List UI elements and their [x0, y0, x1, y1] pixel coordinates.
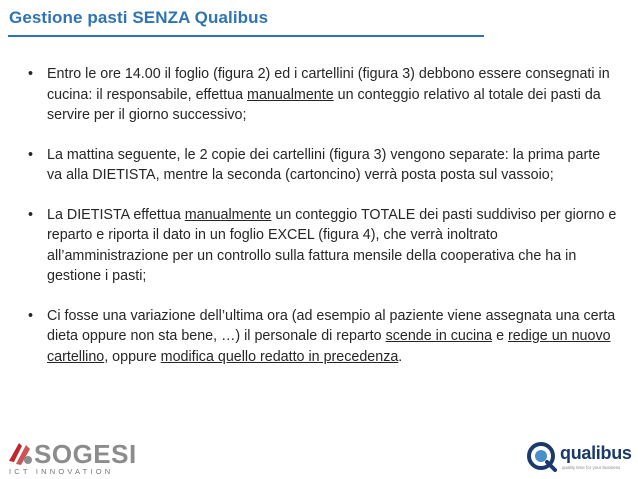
underlined-text: redige un nuovo cartellino [47, 328, 611, 365]
title-underline [8, 35, 484, 37]
bullet-text: Ci fosse una variazione dell’ultima ora (ad esempio al paziente viene assegnata una certa dieta oppure non sta bene, …) il personale di reparto [47, 307, 616, 344]
qualibus-logo [527, 440, 633, 476]
bullet-text: un conteggio TOTALE dei pasti suddiviso per giorno e reparto e riporta il dato in un foglio EXCEL (figura 4), che verrà inoltrato all’amministrazione per un controllo sulla fattura mensile della cooperativa che ha in gestione i pasti; [47, 206, 617, 284]
sogesi-logo [6, 440, 138, 476]
bullet-text: Entro le ore 14.00 il foglio (figura 2) ed i cartellini (figura 3) debbono essere consegnati in cucina: il responsabile, effettua [47, 66, 610, 103]
bullet-item [28, 64, 618, 126]
sogesi-logo-tagline: ICT INNOVATION [9, 467, 114, 476]
underlined-text: modifica quello redatto in precedenza [160, 348, 399, 365]
bullet-text: un conteggio relativo al totale dei pasti da servire per il giorno successivo; [47, 86, 601, 123]
bullet-list [28, 64, 618, 386]
bullet-text: e [492, 328, 508, 344]
bullet-text: , oppure [104, 348, 161, 365]
sogesi-logo-name: SOGESI [34, 439, 137, 469]
bullet-item [28, 306, 618, 368]
slide-title: Gestione pasti SENZA Qualibus [9, 8, 269, 27]
underlined-text: scende in cucina [385, 328, 493, 344]
bullet-item [28, 145, 618, 186]
bullet-text: La mattina seguente, le 2 copie dei cartellini (figura 3) vengono separate: la prima parte va alla DIETISTA, mentre la seconda (cartoncino) verrà posta posta sul vassoio; [47, 146, 601, 183]
qualibus-logo-tagline: quality time for your business [562, 465, 621, 470]
bullet-text: La DIETISTA effettua [47, 206, 185, 223]
footer [0, 432, 638, 479]
sogesi-logo-icon [6, 440, 34, 467]
bullet-text: . [398, 348, 403, 365]
qualibus-logo-icon [527, 442, 557, 472]
underlined-text: manualmente [184, 206, 272, 223]
underlined-text: manualmente [247, 86, 334, 103]
bullet-item [28, 205, 618, 287]
qualibus-logo-name: qualibus [560, 443, 632, 463]
